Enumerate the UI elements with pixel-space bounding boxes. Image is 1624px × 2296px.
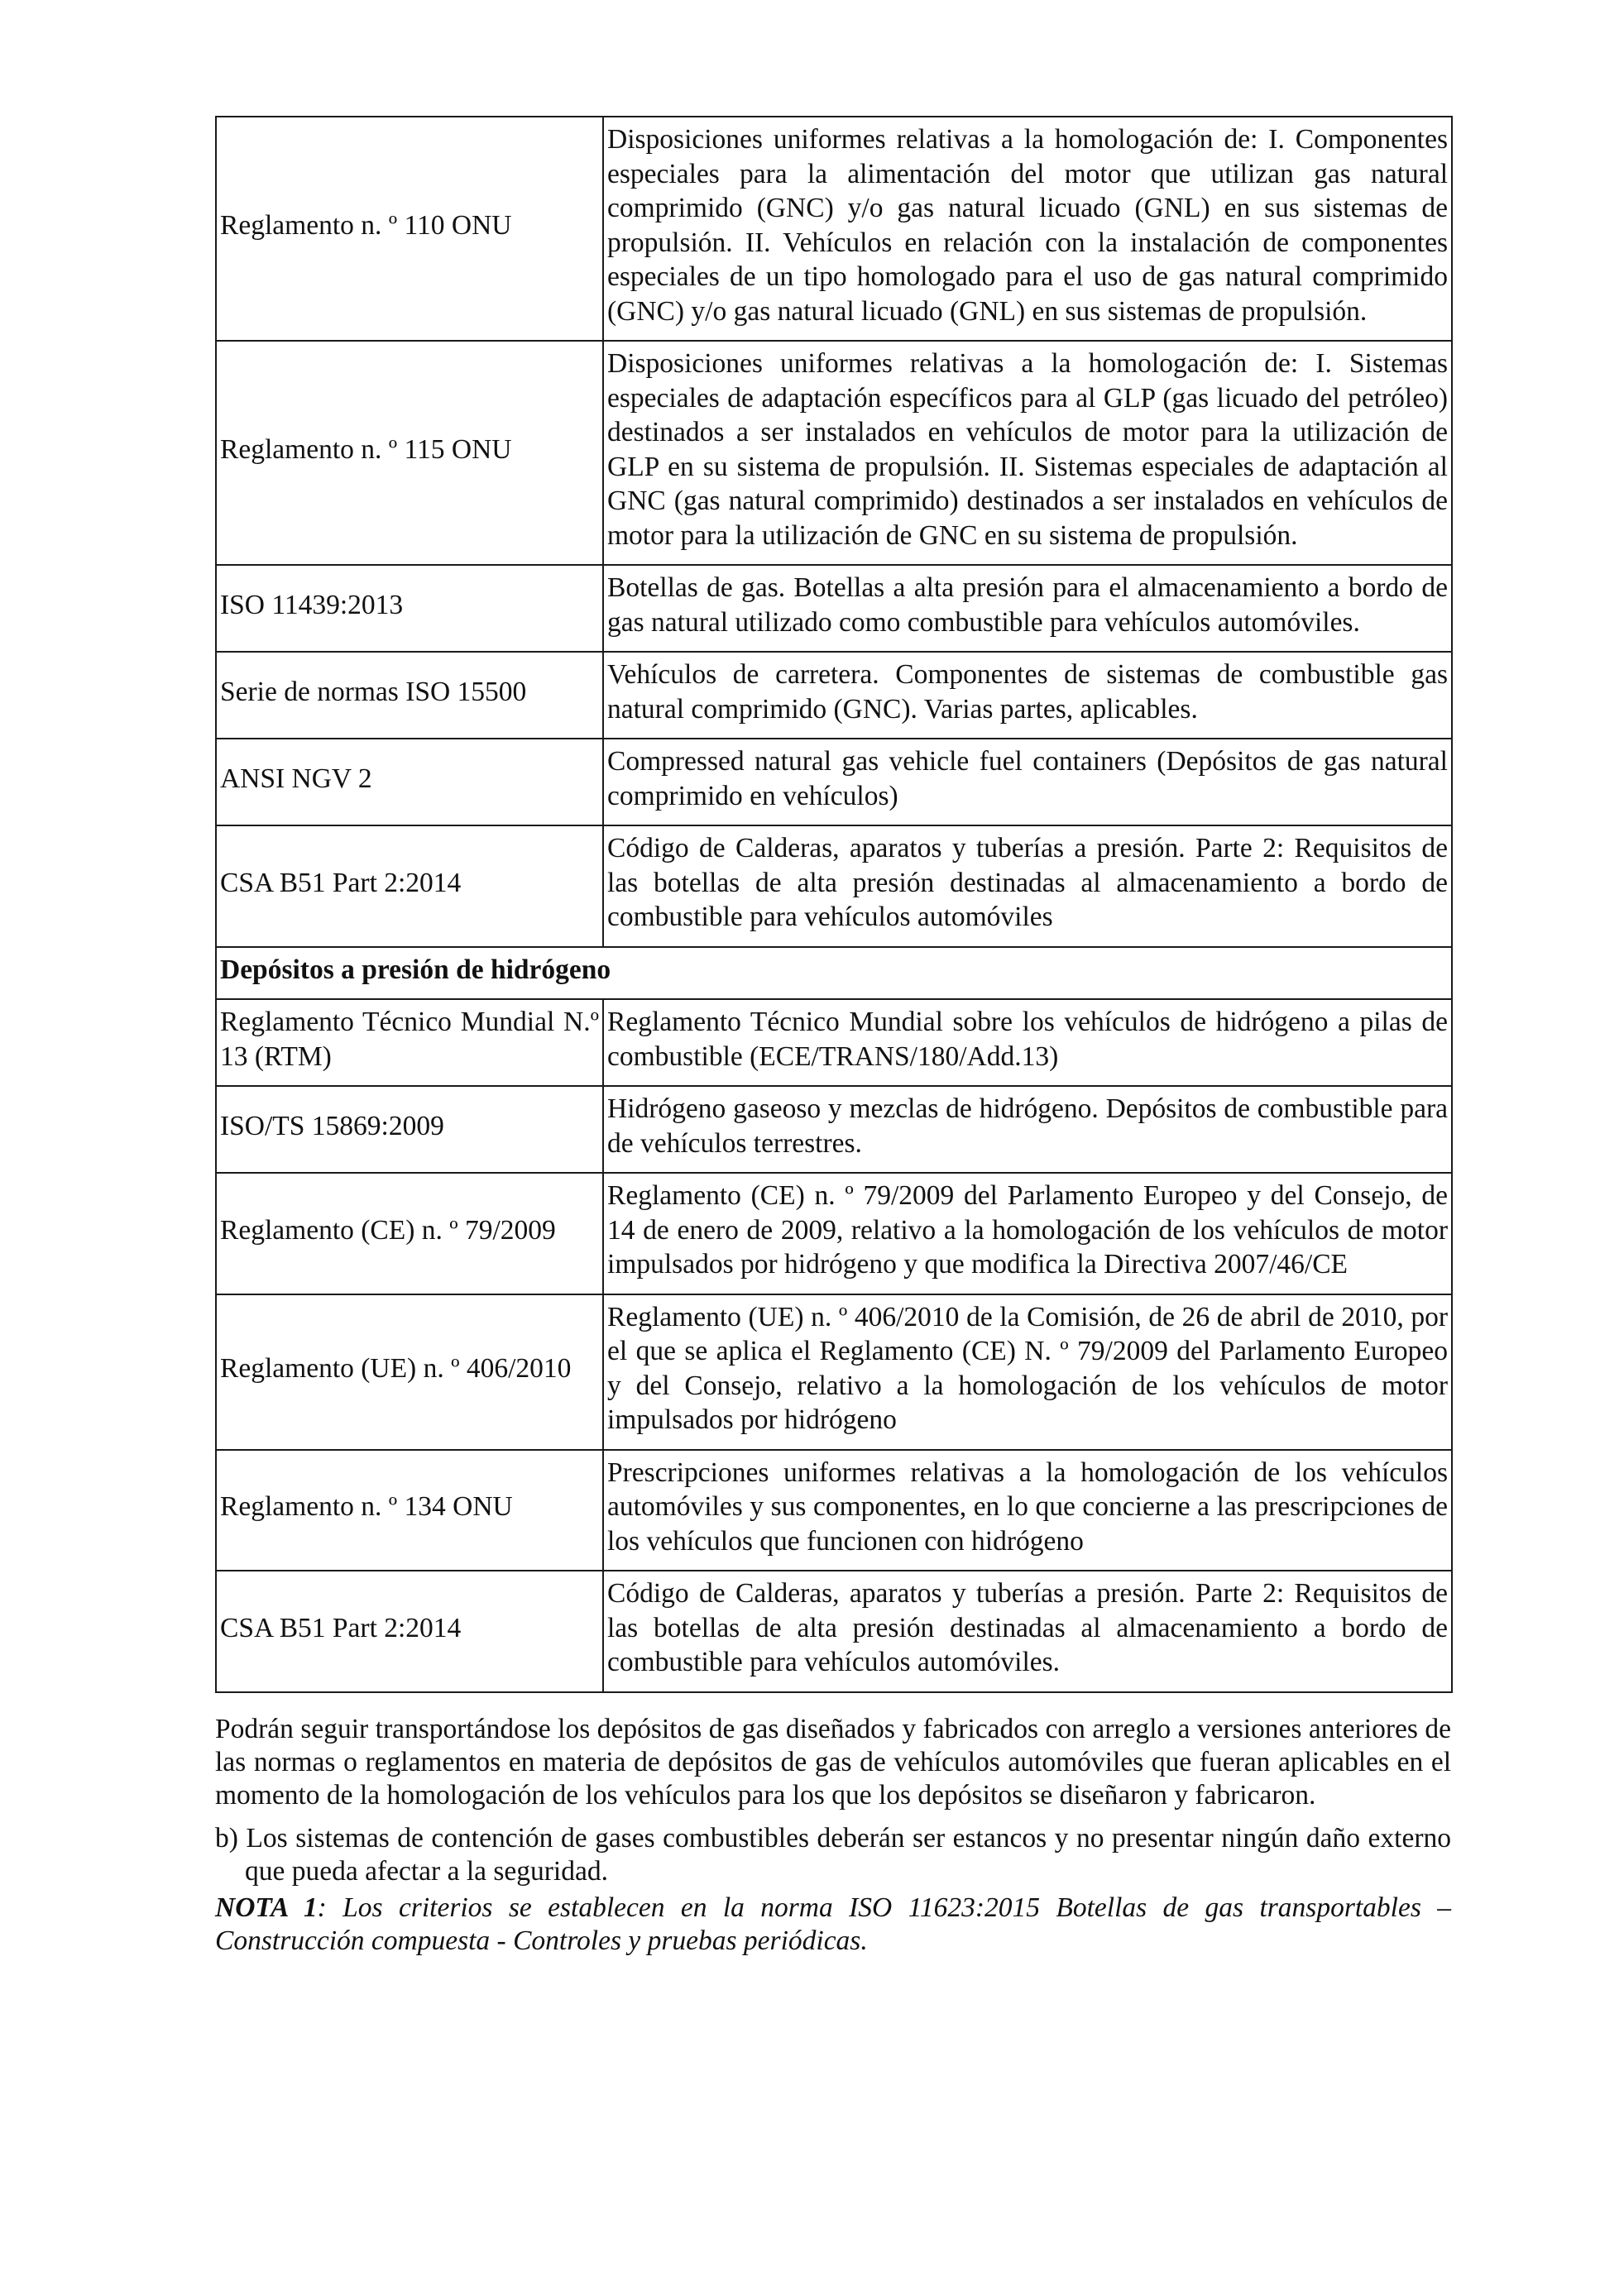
standard-description-cell: Código de Calderas, aparatos y tuberías a presión. Parte 2: Requisitos de las botellas de alta presión destinadas al almacenamiento a bordo de combustible para vehículos automóviles	[603, 825, 1452, 947]
table-row	[216, 652, 1452, 739]
standard-name-cell: Reglamento (CE) n. º 79/2009	[216, 1173, 603, 1294]
table-row	[216, 1450, 1452, 1571]
note-text: : Los criterios se establecen en la norma ISO 11623:2015 Botellas de gas transportables – Construcción compuesta - Controles y pruebas periódicas.	[215, 1892, 1452, 1956]
standard-name-cell: ISO/TS 15869:2009	[216, 1086, 603, 1173]
standard-name-cell: Reglamento n. º 110 ONU	[216, 117, 603, 341]
standard-name-cell: Reglamento Técnico Mundial N.º 13 (RTM)	[216, 999, 603, 1086]
standard-description-cell: Reglamento Técnico Mundial sobre los vehículos de hidrógeno a pilas de combustible (ECE/TRANS/180/Add.13)	[603, 999, 1452, 1086]
standard-name-cell: Reglamento n. º 115 ONU	[216, 341, 603, 565]
table-row	[216, 565, 1452, 652]
table-row	[216, 117, 1452, 341]
table-row	[216, 1571, 1452, 1692]
standard-description-cell: Reglamento (CE) n. º 79/2009 del Parlamento Europeo y del Consejo, de 14 de enero de 2009, relativo a la homologación de los vehículos de motor impulsados por hidrógeno y que modifica la Directiva 2007/46/CE	[603, 1173, 1452, 1294]
table-row	[216, 1294, 1452, 1450]
standard-description-cell: Botellas de gas. Botellas a alta presión para el almacenamiento a bordo de gas natural utilizado como combustible para vehículos automóviles.	[603, 565, 1452, 652]
standard-name-cell: Reglamento n. º 134 ONU	[216, 1450, 603, 1571]
standard-description-cell: Disposiciones uniformes relativas a la homologación de: I. Componentes especiales para la alimentación del motor que utilizan gas natural comprimido (GNC) y/o gas natural licuado (GNL) en sus sistemas de propulsión. II. Vehículos en relación con la instalación de componentes especiales de un tipo homologado para el uso de gas natural comprimido (GNC) y/o gas natural licuado (GNL) en sus sistemas de propulsión.	[603, 117, 1452, 341]
standard-name-cell: ANSI NGV 2	[216, 739, 603, 825]
standards-table	[215, 116, 1453, 1693]
standard-description-cell: Disposiciones uniformes relativas a la homologación de: I. Sistemas especiales de adaptación específicos para al GLP (gas licuado del petróleo) destinados a ser instalados en vehículos de motor para la utilización de GLP en su sistema de propulsión. II. Sistemas especiales de adaptación al GNC (gas natural comprimido) destinados a ser instalados en vehículos de motor para la utilización de GNC en su sistema de propulsión.	[603, 341, 1452, 565]
transitional-paragraph: Podrán seguir transportándose los depósitos de gas diseñados y fabricados con arreglo a versiones anteriores de las normas o reglamentos en materia de depósitos de gas de vehículos automóviles que fueran aplicables en el momento de la homologación de los vehículos para los que los depósitos se diseñaron y fabricaron.	[215, 1713, 1451, 1810]
section-title-hydrogen: Depósitos a presión de hidrógeno	[216, 947, 1452, 1000]
section-header-row	[216, 947, 1452, 1000]
item-b-paragraph: b) Los sistemas de contención de gases combustibles deberán ser estancos y no presentar ningún daño externo que pueda afectar a la seguridad.	[215, 1822, 1451, 1887]
standard-name-cell: Serie de normas ISO 15500	[216, 652, 603, 739]
note-1	[215, 1892, 1451, 1958]
standard-name-cell: CSA B51 Part 2:2014	[216, 1571, 603, 1692]
standard-description-cell: Compressed natural gas vehicle fuel containers (Depósitos de gas natural comprimido en vehículos)	[603, 739, 1452, 825]
document-page	[215, 116, 1451, 1968]
table-row	[216, 739, 1452, 825]
table-row	[216, 825, 1452, 947]
standard-description-cell: Hidrógeno gaseoso y mezclas de hidrógeno. Depósitos de combustible para de vehículos terrestres.	[603, 1086, 1452, 1173]
note-label: NOTA 1	[215, 1892, 318, 1923]
standard-name-cell: CSA B51 Part 2:2014	[216, 825, 603, 947]
body-text	[215, 1713, 1451, 1958]
table-row	[216, 1086, 1452, 1173]
table-row	[216, 341, 1452, 565]
standard-description-cell: Vehículos de carretera. Componentes de sistemas de combustible gas natural comprimido (GNC). Varias partes, aplicables.	[603, 652, 1452, 739]
table-row	[216, 999, 1452, 1086]
standard-description-cell: Código de Calderas, aparatos y tuberías a presión. Parte 2: Requisitos de las botellas de alta presión destinadas al almacenamiento a bordo de combustible para vehículos automóviles.	[603, 1571, 1452, 1692]
standard-name-cell: Reglamento (UE) n. º 406/2010	[216, 1294, 603, 1450]
standard-description-cell: Prescripciones uniformes relativas a la homologación de los vehículos automóviles y sus componentes, en lo que concierne a las prescripciones de los vehículos que funcionen con hidrógeno	[603, 1450, 1452, 1571]
standard-description-cell: Reglamento (UE) n. º 406/2010 de la Comisión, de 26 de abril de 2010, por el que se aplica el Reglamento (CE) N. º 79/2009 del Parlamento Europeo y del Consejo, relativo a la homologación de los vehículos de motor impulsados por hidrógeno	[603, 1294, 1452, 1450]
table-row	[216, 1173, 1452, 1294]
standard-name-cell: ISO 11439:2013	[216, 565, 603, 652]
